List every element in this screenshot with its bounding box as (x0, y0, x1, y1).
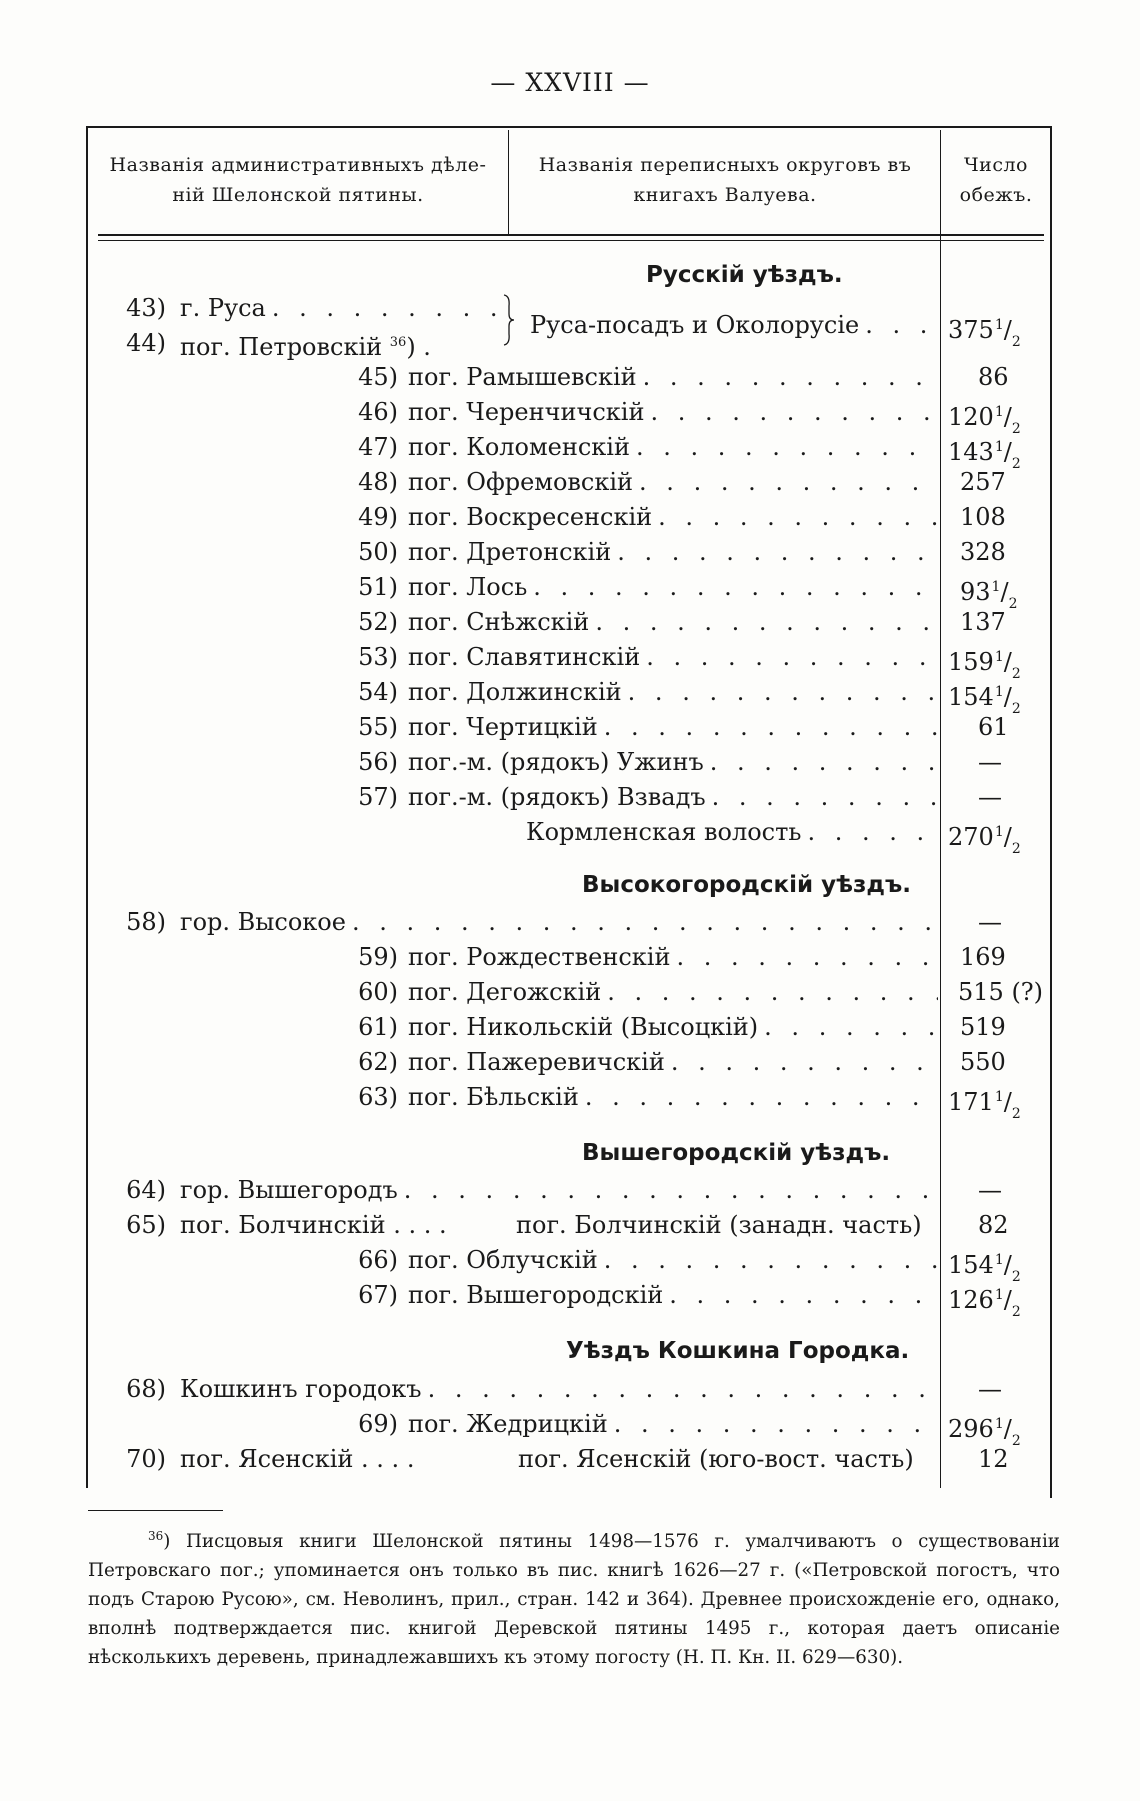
row-number: 43) (126, 294, 166, 322)
obezh-value: 257 (960, 468, 1006, 496)
table-row (0, 605, 1140, 639)
table-row (0, 570, 1140, 612)
obezh-value: 86 (978, 363, 1009, 391)
row-number: 67) (358, 1281, 398, 1309)
row-number: 54) (358, 678, 398, 706)
row-number: 44) (126, 329, 166, 357)
obezh-value: — (978, 908, 1002, 936)
table-row (0, 1372, 1140, 1406)
row-label: пог. Коломенскій . . . (408, 430, 938, 464)
row-label: пог. Черенчичскій . . . (408, 395, 938, 429)
obezh-value: $120^1/_2$ (948, 403, 1021, 437)
row-label: гор. Вышегородъ . . . (180, 1173, 938, 1207)
row-number: 58) (126, 908, 166, 936)
obezh-value: $126^1/_2$ (948, 1286, 1021, 1320)
page-number: — XXVIII — (490, 68, 650, 97)
obezh-value: — (978, 1375, 1002, 1403)
table-row (0, 465, 1140, 499)
row-label: пог. Болчинскій . . . . (180, 1211, 447, 1239)
row-label: пог. Снѣжскій . . . (408, 605, 938, 639)
footnote-rule (88, 1510, 223, 1511)
census-district-label: пог. Ясенскій (юго-вост. часть) (518, 1445, 914, 1473)
row-number: 56) (358, 748, 398, 776)
obezh-value: $171^1/_2$ (948, 1088, 1021, 1122)
obezh-value: 169 (960, 943, 1006, 971)
header-double-rule-top (98, 234, 1044, 236)
row-number: 65) (126, 1211, 166, 1239)
obezh-value: 519 (960, 1013, 1006, 1041)
table-row (0, 1080, 1140, 1122)
row-label: пог. Вышегородскій . . . (408, 1278, 938, 1312)
row-label: Кормленская волость . . . (526, 815, 938, 849)
row-number: 62) (358, 1048, 398, 1076)
row-label: пог. Лось . . . (408, 570, 938, 604)
header-double-rule-bottom (98, 240, 1044, 241)
row-number: 57) (358, 783, 398, 811)
obezh-value: 12 (978, 1445, 1009, 1473)
row-label: пог. Офремовскій . . . (408, 465, 938, 499)
obezh-value: — (978, 783, 1002, 811)
obezh-value: $154^1/_2$ (948, 683, 1021, 717)
table-row (0, 745, 1140, 779)
obezh-value: 328 (960, 538, 1006, 566)
table-row-kormlen (0, 815, 1140, 857)
table-row (0, 1045, 1140, 1079)
row-label: пог. Чертицкій . . . (408, 710, 938, 744)
row-label: г. Руса . . . (180, 291, 498, 325)
footnote-ref: 36 (389, 335, 407, 350)
table-row (0, 360, 1140, 394)
table-row (0, 1407, 1140, 1449)
row-number: 48) (358, 468, 398, 496)
section-heading-koshkin: Уѣздъ Кошкина Городка. (566, 1338, 910, 1364)
obezh-value: — (978, 748, 1002, 776)
section-heading-russky: Русскій уѣздъ. (646, 262, 843, 288)
row-label: Кошкинъ городокъ . . . (180, 1372, 938, 1406)
column-divider-1 (508, 130, 509, 234)
table-row (0, 500, 1140, 534)
census-district-label: пог. Болчинскій (занадн. часть) (516, 1211, 922, 1239)
row-label: пог. Рождественскій . . . (408, 940, 938, 974)
header-census-districts: Названія переписныхъ округовъ въ книгахъ Валуева. (538, 154, 912, 206)
row-number: 47) (358, 433, 398, 461)
obezh-value: 137 (960, 608, 1006, 636)
row-label: пог. Облучскій . . . (408, 1243, 938, 1277)
table-row (0, 1173, 1140, 1207)
row-number: 50) (358, 538, 398, 566)
row-number: 60) (358, 978, 398, 1006)
obezh-value: $93^1/_2$ (960, 578, 1018, 612)
table-row (0, 1208, 1140, 1242)
header-admin-divisions: Названія административныхъ дѣле-ній Шелонской пятины. (109, 154, 487, 206)
row-label: гор. Высокое . . . (180, 905, 938, 939)
row-label: пог. Славятинскій . . . (408, 640, 938, 674)
row-label: пог.-м. (рядокъ) Взвадъ . . . (408, 780, 938, 814)
row-number: 53) (358, 643, 398, 671)
row-label: пог. Ясенскій . . . . (180, 1445, 415, 1473)
table-row (0, 940, 1140, 974)
row-number: 61) (358, 1013, 398, 1041)
row-number: 64) (126, 1176, 166, 1204)
table-row (0, 535, 1140, 569)
obezh-value: 82 (978, 1211, 1009, 1239)
row-label: пог. Должинскій . . . (408, 675, 938, 709)
obezh-value: 108 (960, 503, 1006, 531)
row-label: пог. Дретонскій . . . (408, 535, 938, 569)
census-district-label: Руса-посадъ и Околорусіе . . . (530, 308, 938, 342)
row-number: 69) (358, 1410, 398, 1438)
table-row (0, 1442, 1140, 1476)
row-label: пог.-м. (рядокъ) Ужинъ . . . (408, 745, 938, 779)
table-top-rule (86, 126, 1052, 128)
table-row (0, 675, 1140, 717)
row-number: 49) (358, 503, 398, 531)
obezh-value: $375^1/_2$ (948, 316, 1021, 350)
footnote (88, 1522, 1060, 1672)
header-obezh-count: Число обежъ. (959, 154, 1033, 206)
table-row (0, 1243, 1140, 1285)
table-row (0, 395, 1140, 437)
row-number: 51) (358, 573, 398, 601)
obezh-value: $154^1/_2$ (948, 1251, 1021, 1285)
obezh-value: $296^1/_2$ (948, 1415, 1021, 1449)
row-number: 66) (358, 1246, 398, 1274)
table-row (0, 905, 1140, 939)
obezh-value: — (978, 1176, 1002, 1204)
obezh-value: 515 (?) (958, 978, 1044, 1006)
row-number: 45) (358, 363, 398, 391)
row-number: 46) (358, 398, 398, 426)
row-number: 59) (358, 943, 398, 971)
table-row (0, 780, 1140, 814)
table-row (0, 975, 1140, 1009)
obezh-value: $143^1/_2$ (948, 438, 1021, 472)
table-row (0, 1278, 1140, 1320)
row-label: пог. Дегожскій . . . (408, 975, 938, 1009)
row-label: пог. Рамышевскій . . . (408, 360, 938, 394)
section-heading-vysokogorodsky: Высокогородскій уѣздъ. (582, 872, 911, 898)
row-label: пог. Петровскій $^{36}$) . (180, 333, 431, 361)
row-label: пог. Пажеревичскій . . . (408, 1045, 938, 1079)
row-number: 63) (358, 1083, 398, 1111)
obezh-value: 550 (960, 1048, 1006, 1076)
row-number: 68) (126, 1375, 166, 1403)
row-number: 52) (358, 608, 398, 636)
row-number: 55) (358, 713, 398, 741)
footnote-text: ) Писцовыя книги Шелонской пятины 1498—1576 г. умалчиваютъ о существованіи Петровскаго пог.; упоминается онъ только въ пис. книгѣ 1626—27 г. («Петровской погостъ, что подъ Старою Русою», см. Неволинъ, прил., стран. 142 и 364). Древнее происхожденіе его, однако, вполнѣ подтверждается пис. книгой Деревской пятины 1495 г., которая даетъ описаніе нѣсколькихъ деревень, принадлежавшихъ къ этому погосту (Н. П. Кн. II. 629—630). (88, 1531, 1060, 1669)
row-label: пог. Никольскій (Высоцкій) . . . (408, 1010, 938, 1044)
obezh-value: $270^1/_2$ (948, 823, 1021, 857)
row-label: пог. Воскресенскій . . . (408, 500, 938, 534)
row-label: пог. Жедрицкій . . . (408, 1407, 938, 1441)
section-heading-vyshegorodsky: Вышегородскій уѣздъ. (582, 1140, 891, 1166)
table-row (0, 430, 1140, 472)
obezh-value: $159^1/_2$ (948, 648, 1021, 682)
footnote-mark: 36 (148, 1529, 164, 1543)
row-number: 70) (126, 1445, 166, 1473)
obezh-value: 61 (978, 713, 1009, 741)
table-row (0, 640, 1140, 682)
table-row (0, 1010, 1140, 1044)
table-row (0, 710, 1140, 744)
row-label: пог. Бѣльскій . . . (408, 1080, 938, 1114)
